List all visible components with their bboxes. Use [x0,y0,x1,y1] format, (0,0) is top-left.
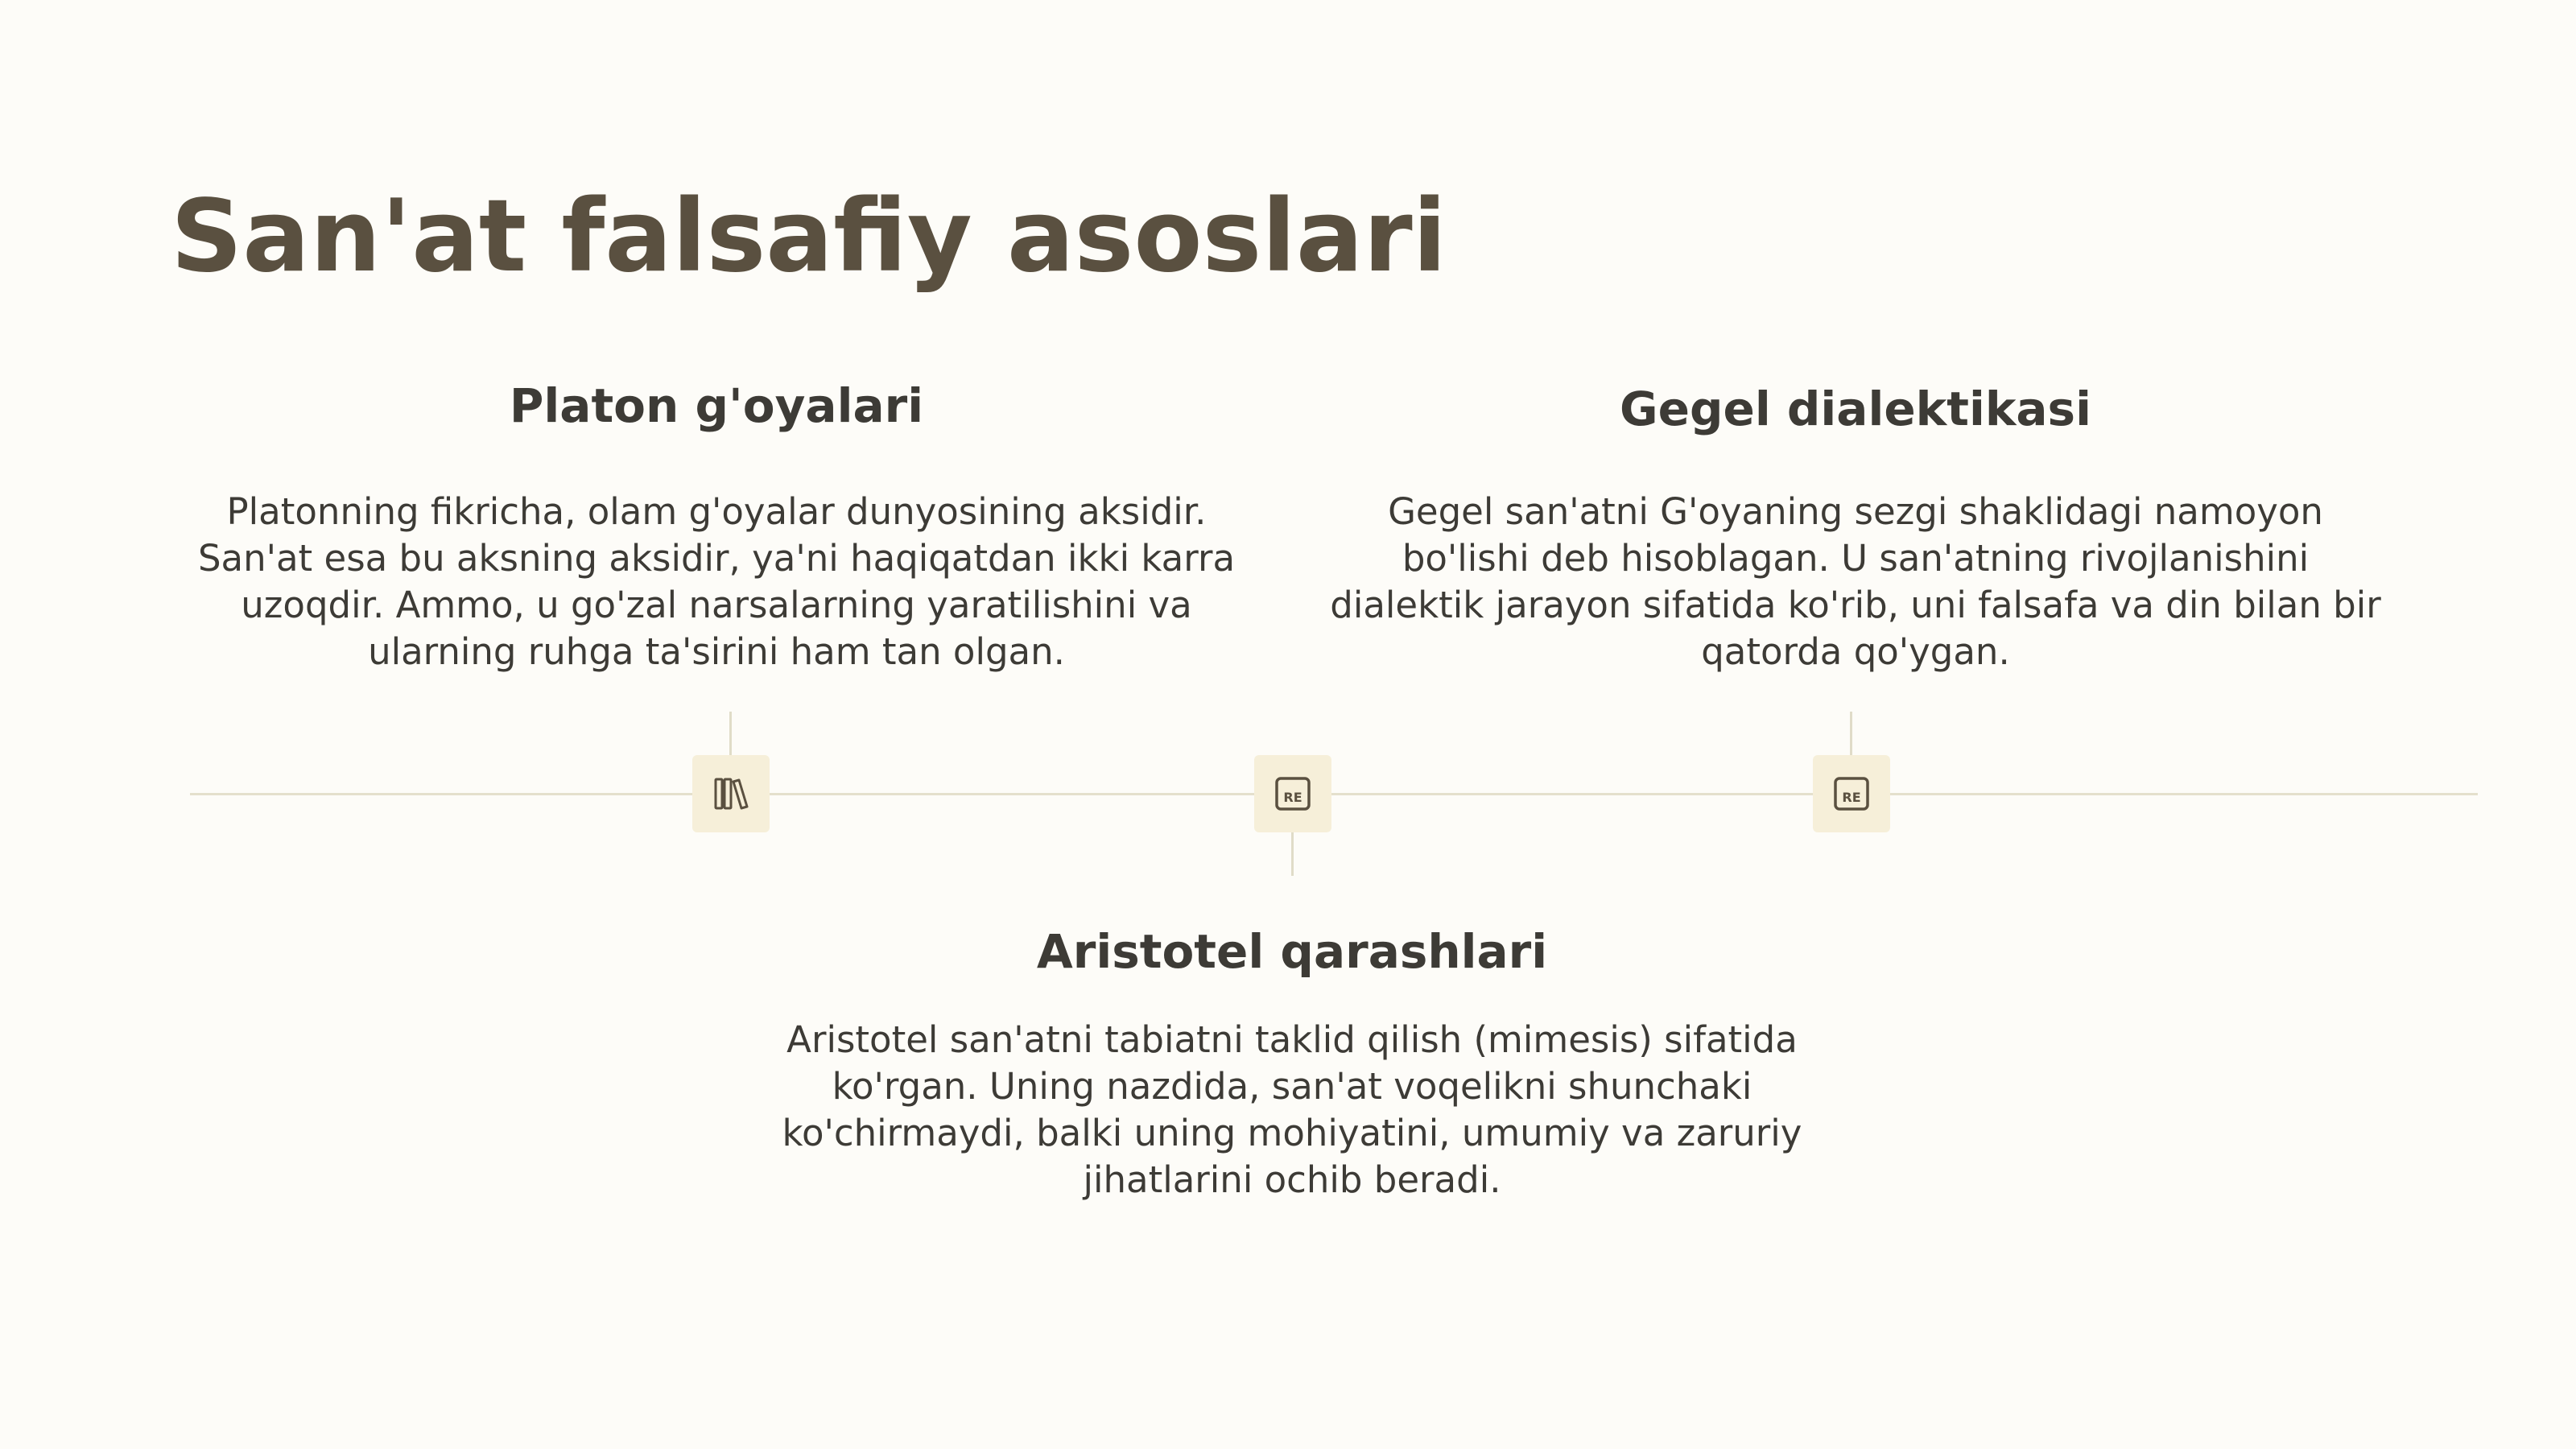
re-badge-label: RE [1842,790,1861,805]
timeline-axis [190,793,2478,795]
timeline-connector [729,712,732,755]
books-icon [712,774,750,813]
item-heading: Aristotel qarashlari [1036,924,1548,979]
item-text: Gegel san'atni G'oyaning sezgi shaklidagi namoyon bo'lishi deb hisoblagan. U san'atning rivojlanishini dialektik jarayon sifatida ko'rib, uni falsafa va din bilan bir qatorda qo'ygan. [1330,490,2381,673]
timeline-marker [1813,755,1890,832]
re-badge-icon [1831,774,1872,814]
item-heading: Gegel dialektikasi [1620,382,2091,436]
timeline-marker [1254,755,1331,832]
timeline-connector [1850,712,1852,755]
slide-title: San'at falsafiy asoslari [171,179,1447,295]
re-badge-label: RE [1283,790,1302,805]
re-badge-icon [1273,774,1313,814]
item-text: Aristotel san'atni tabiatni taklid qilish (mimesis) sifatida ko'rgan. Uning nazdida, san'at voqelikni shunchaki ko'chirmaydi, balki uning mohiyatini, umumiy va zaruriy jihatlarini ochib beradi. [782,1018,1802,1201]
item-text: Platonning fikricha, olam g'oyalar dunyosining aksidir. San'at esa bu aksning aksidir, ya'ni haqiqatdan ikki karra uzoqdir. Ammo, u go'zal narsalarning yaratilishini va ularning ruhga ta'sirini ham tan olgan. [197,490,1236,673]
timeline-connector [1291,832,1294,876]
item-heading: Platon g'oyalari [509,378,924,433]
timeline-marker [692,755,770,832]
